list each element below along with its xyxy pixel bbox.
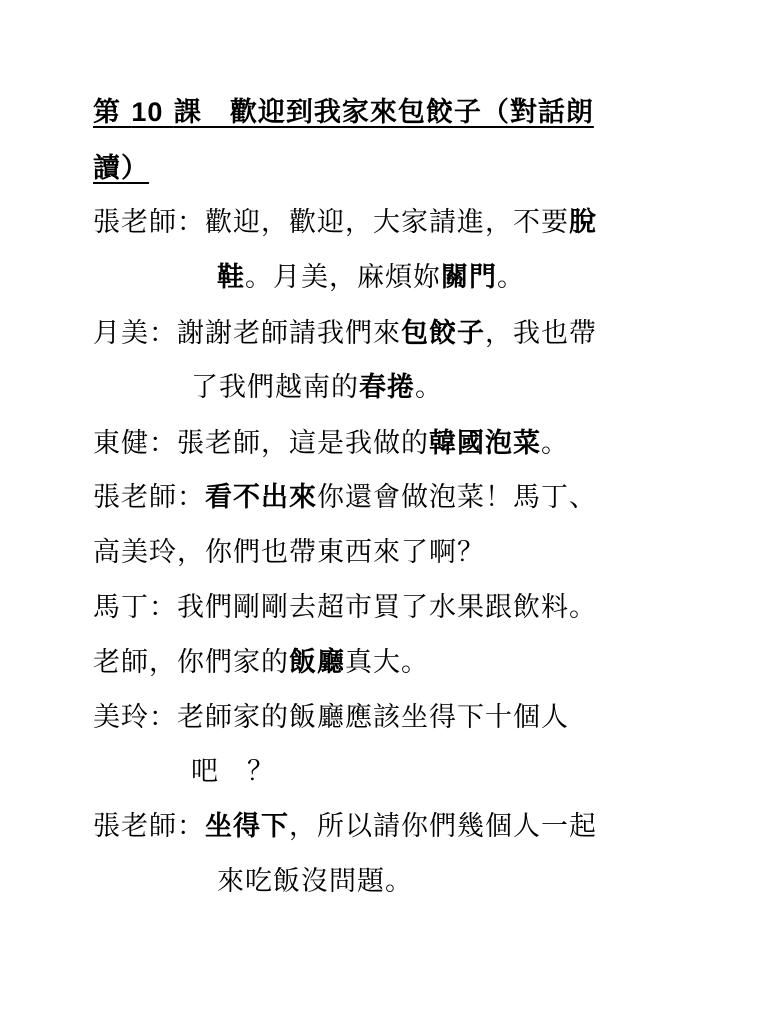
vocab-bold: 關門 xyxy=(441,262,497,293)
dialogue-text: 真大。 xyxy=(345,647,429,678)
speaker-label: 張老師： xyxy=(93,482,205,513)
dialogue-text: 了我們越南的 xyxy=(191,372,359,403)
vocab-bold: 鞋 xyxy=(217,262,245,293)
vocab-bold: 脫 xyxy=(569,207,597,238)
dialogue-text: 謝謝老師請我們來 xyxy=(177,318,401,349)
dialogue-text: 來吃飯沒問題。 xyxy=(217,866,413,897)
dialogue-line-continuation xyxy=(191,372,443,404)
dialogue-text: 高美玲，你們也帶東西來了啊？ xyxy=(93,537,485,568)
dialogue-text: 。 xyxy=(541,428,569,459)
dialogue-text: 我們剛剛去超市買了水果跟飲料。 xyxy=(177,592,597,623)
dialogue-line xyxy=(93,428,569,460)
title-prefix: 第 xyxy=(93,97,121,128)
dialogue-line xyxy=(93,811,597,843)
dialogue-line-continuation xyxy=(191,756,275,788)
vocab-bold: 飯廳 xyxy=(289,647,345,678)
vocab-bold: 春捲 xyxy=(359,372,415,403)
lesson-title xyxy=(93,96,594,129)
speaker-label: 馬丁： xyxy=(93,592,177,623)
speaker-label: 東健： xyxy=(93,428,177,459)
dialogue-line-continuation xyxy=(217,262,525,294)
dialogue-text: 老師，你們家的 xyxy=(93,647,289,678)
title-continuation-text: 讀） xyxy=(93,153,149,184)
dialogue-text: 老師家的飯廳應該坐得下十個人 xyxy=(177,702,569,733)
dialogue-line xyxy=(93,702,569,734)
dialogue-line-continuation xyxy=(217,866,413,898)
dialogue-text: 張老師，這是我做的 xyxy=(177,428,429,459)
lesson-number: 10 xyxy=(131,97,164,127)
dialogue-text: 。 xyxy=(415,372,443,403)
vocab-bold: 包餃子 xyxy=(401,318,485,349)
dialogue-text: 。月美，麻煩妳 xyxy=(245,262,441,293)
dialogue-text: 。 xyxy=(497,262,525,293)
speaker-label: 張老師： xyxy=(93,207,205,238)
dialogue-line xyxy=(93,482,597,514)
dialogue-line xyxy=(93,207,597,239)
speaker-label: 美玲： xyxy=(93,702,177,733)
lesson-title-continuation xyxy=(93,153,149,185)
vocab-bold: 看不出來 xyxy=(205,482,317,513)
dialogue-line xyxy=(93,318,597,350)
vocab-bold: 韓國泡菜 xyxy=(429,428,541,459)
dialogue-text: ，我也帶 xyxy=(485,318,597,349)
dialogue-line xyxy=(93,592,597,624)
dialogue-text: 歡迎，歡迎，大家請進，不要 xyxy=(205,207,569,238)
title-text: 課 歡迎到我家來包餃子（對話朗 xyxy=(173,97,594,128)
speaker-label: 張老師： xyxy=(93,811,205,842)
vocab-bold: 坐得下 xyxy=(205,811,289,842)
dialogue-line-continuation xyxy=(93,647,429,679)
speaker-label: 月美： xyxy=(93,318,177,349)
dialogue-text: ，所以請你們幾個人一起 xyxy=(289,811,597,842)
dialogue-text: 吧 ？ xyxy=(191,756,275,787)
dialogue-text: 你還會做泡菜！馬丁、 xyxy=(317,482,597,513)
dialogue-line-continuation xyxy=(93,537,485,569)
